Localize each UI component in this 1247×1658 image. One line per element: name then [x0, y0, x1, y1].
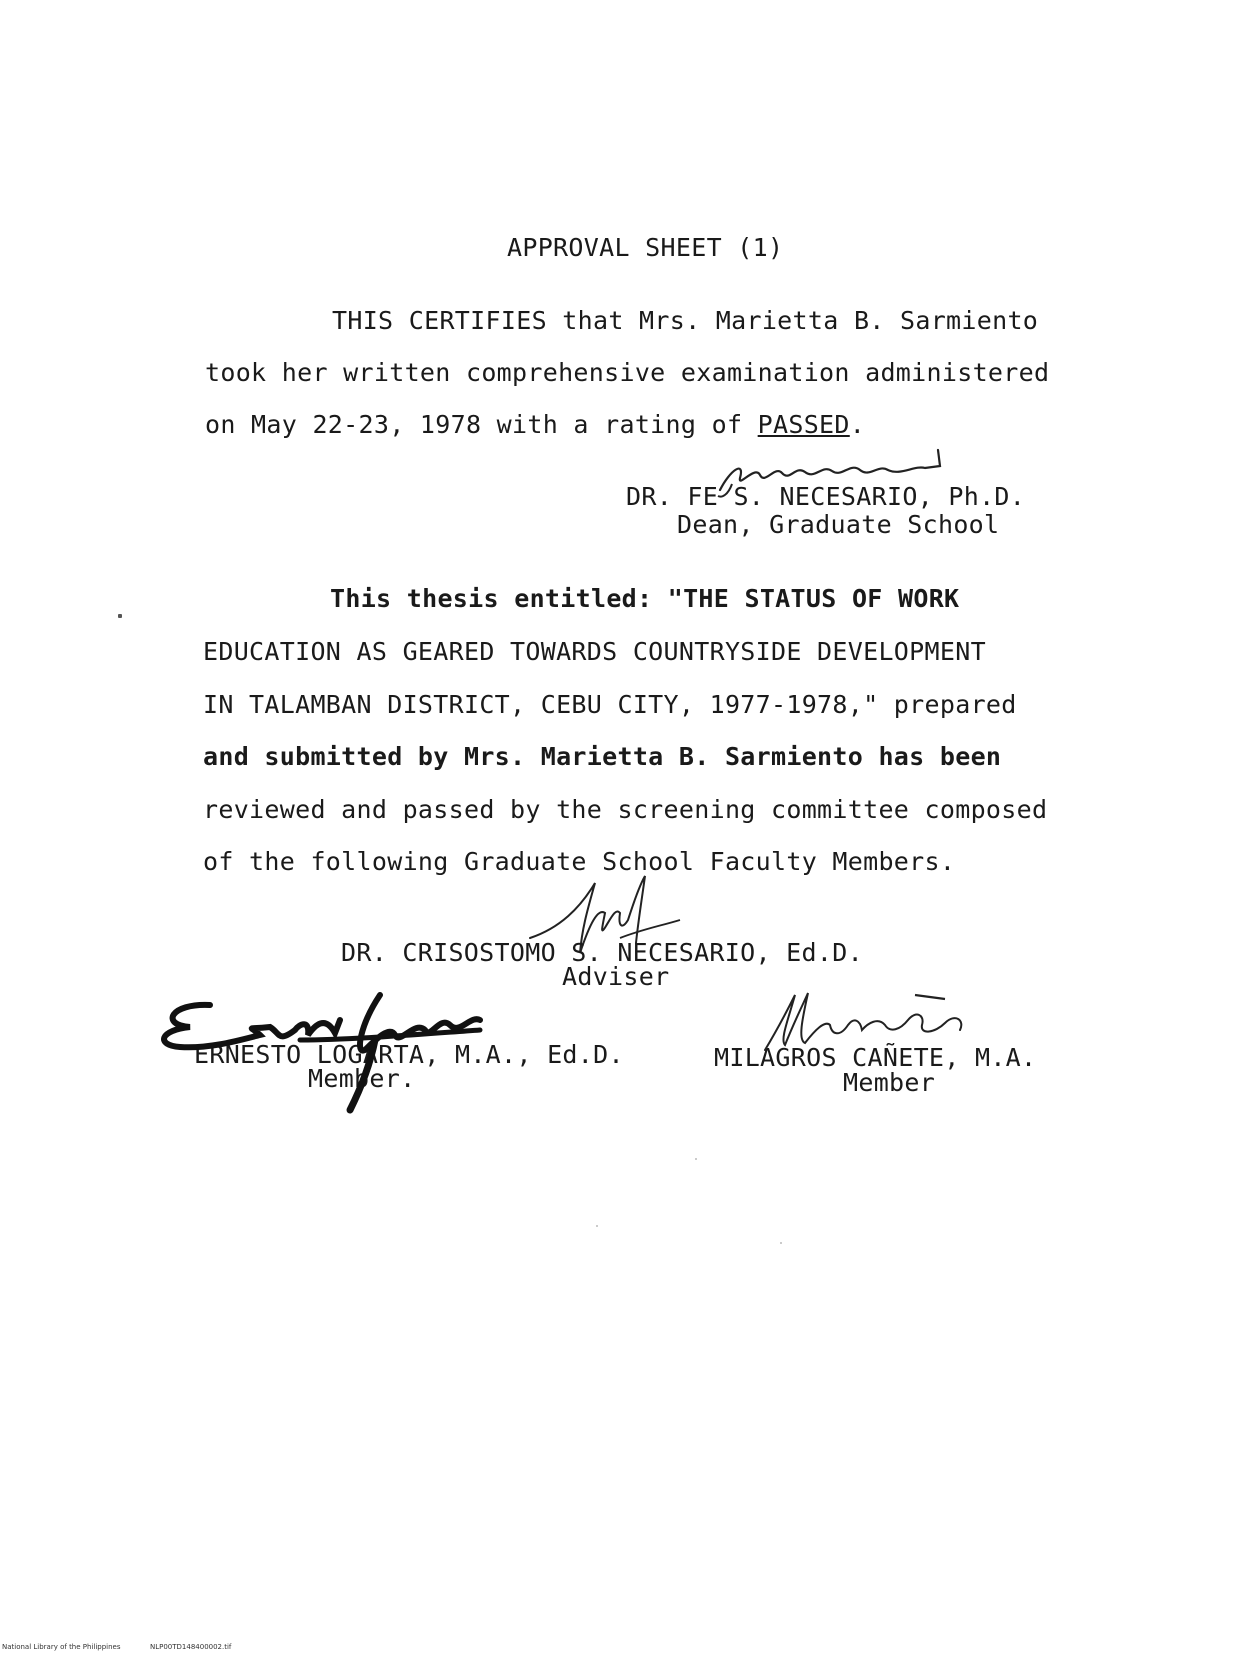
adviser-name: DR. CRISOSTOMO S. NECESARIO, Ed.D.: [341, 938, 863, 967]
scan-speck: [695, 1158, 697, 1160]
certification-line-3: [205, 410, 865, 440]
member-right-signature: [750, 985, 990, 1069]
certification-line-3-suffix: .: [849, 410, 866, 439]
adviser-role: Adviser: [562, 962, 670, 991]
thesis-line-4: and submitted by Mrs. Marietta B. Sarmiento has been: [203, 742, 1002, 771]
thesis-line-6: of the following Graduate School Faculty Members.: [203, 847, 956, 876]
footer-library: National Library of the Philippines: [2, 1643, 121, 1651]
member-right-role: Member: [843, 1068, 936, 1097]
member-left-name: ERNESTO LOGARTA, M.A., Ed.D.: [194, 1040, 624, 1069]
dean-position: Dean, Graduate School: [677, 510, 1000, 539]
page-title: APPROVAL SHEET (1): [507, 233, 784, 262]
footer-file-id: NLP00TD148400002.tif: [150, 1643, 232, 1651]
member-left-role: Member.: [308, 1064, 416, 1093]
certification-line-3-prefix: on May 22-23, 1978 with a rating of: [205, 410, 758, 439]
dean-name: DR. FE S. NECESARIO, Ph.D.: [626, 482, 1026, 511]
certification-line-2: took her written comprehensive examination administered: [205, 358, 1050, 387]
thesis-line-3: IN TALAMBAN DISTRICT, CEBU CITY, 1977-1978," prepared: [203, 690, 1017, 719]
member-left-signature: [150, 985, 510, 1119]
scan-speck: [596, 1225, 598, 1227]
thesis-line-5: reviewed and passed by the screening committee composed: [203, 795, 1048, 824]
thesis-line-1: This thesis entitled: "THE STATUS OF WORK: [330, 584, 960, 613]
scan-speck: [118, 614, 122, 618]
certification-line-1: THIS CERTIFIES that Mrs. Marietta B. Sarmiento: [332, 306, 1039, 335]
member-right-name: MILAGROS CAÑETE, M.A.: [714, 1043, 1037, 1072]
thesis-line-2: EDUCATION AS GEARED TOWARDS COUNTRYSIDE DEVELOPMENT: [203, 637, 986, 666]
scan-speck: [780, 1242, 782, 1244]
exam-rating: PASSED: [757, 410, 850, 439]
